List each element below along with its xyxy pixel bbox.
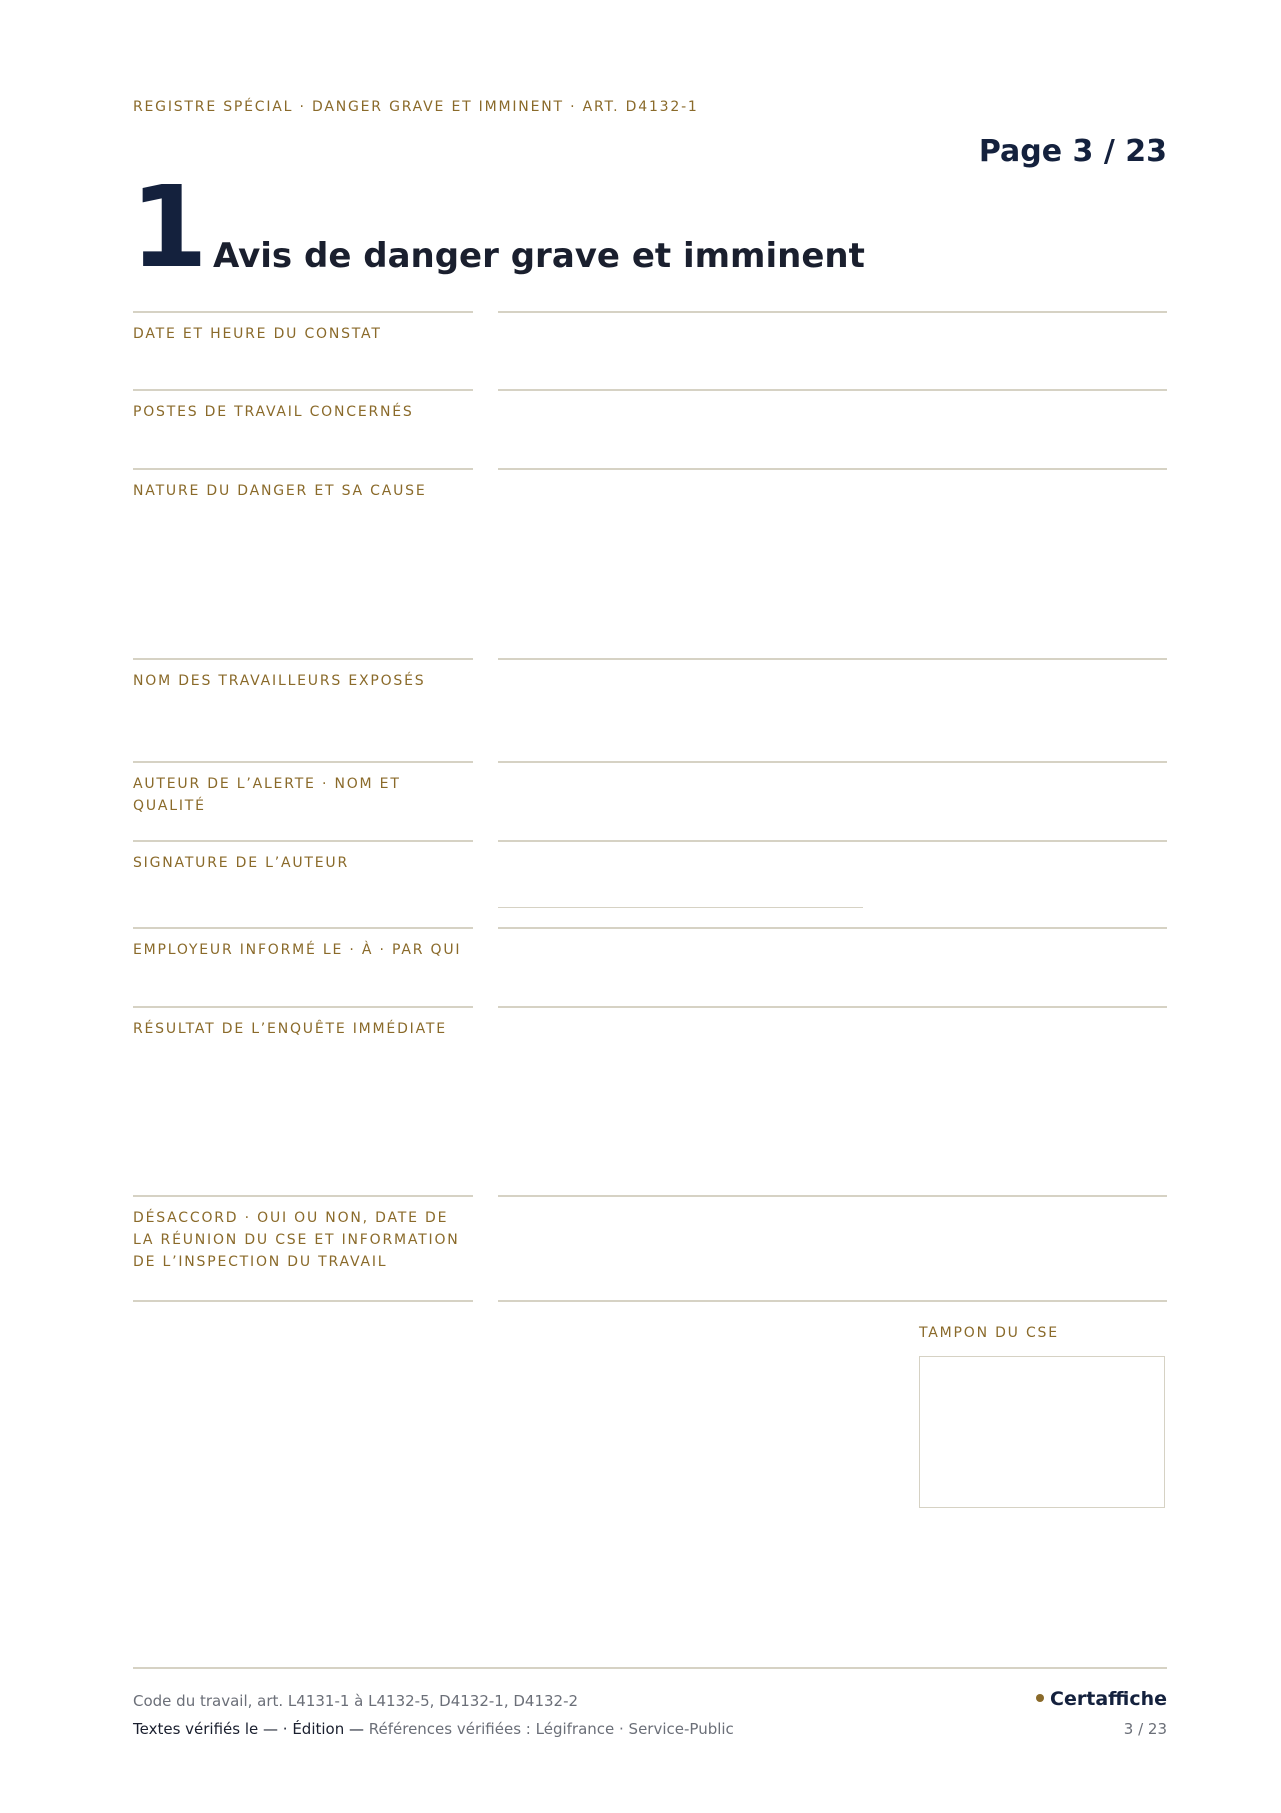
field-label-auteur-alerte: AUTEUR DE L’ALERTE · NOM ET QUALITÉ xyxy=(133,776,401,814)
field-row-auteur-alerte xyxy=(133,761,1167,840)
field-row-date-heure xyxy=(133,311,1167,389)
field-input-travailleurs[interactable] xyxy=(498,664,1167,755)
field-divider xyxy=(498,658,1167,660)
field-divider xyxy=(133,468,473,470)
section-number: 1 xyxy=(130,163,208,293)
field-row-signature xyxy=(133,840,1167,927)
register-kicker: REGISTRE SPÉCIAL · DANGER GRAVE ET IMMINENT · ART. D4132-1 xyxy=(133,99,699,115)
field-label-travailleurs: NOM DES TRAVAILLEURS EXPOSÉS xyxy=(133,673,426,689)
footer-page-count: 3 / 23 xyxy=(1123,1720,1167,1738)
field-divider xyxy=(133,1300,473,1302)
field-divider xyxy=(133,1195,473,1197)
page-number-label: Page 3 / 23 xyxy=(978,134,1167,169)
footer-divider xyxy=(133,1667,1167,1669)
field-divider xyxy=(498,927,1167,929)
field-divider xyxy=(133,311,473,313)
field-input-auteur-alerte[interactable] xyxy=(498,767,1167,834)
field-label-date-heure: DATE ET HEURE DU CONSTAT xyxy=(133,326,382,342)
stamp-box[interactable] xyxy=(919,1356,1165,1508)
field-label-nature-danger: NATURE DU DANGER ET SA CAUSE xyxy=(133,483,427,499)
field-row-postes xyxy=(133,389,1167,468)
field-divider xyxy=(498,1006,1167,1008)
field-row-nature-danger xyxy=(133,468,1167,658)
field-input-date-heure[interactable] xyxy=(498,317,1167,383)
field-divider xyxy=(498,1195,1167,1197)
field-divider xyxy=(133,761,473,763)
field-input-employeur-informe[interactable] xyxy=(498,933,1167,1000)
field-label-postes: POSTES DE TRAVAIL CONCERNÉS xyxy=(133,404,414,420)
signature-area[interactable] xyxy=(498,846,1167,921)
field-divider xyxy=(133,389,473,391)
signature-line xyxy=(498,907,863,908)
field-divider xyxy=(498,468,1167,470)
field-label-signature: SIGNATURE DE L’AUTEUR xyxy=(133,855,349,871)
field-input-nature-danger[interactable] xyxy=(498,474,1167,652)
field-input-postes[interactable] xyxy=(498,395,1167,462)
section-title: Avis de danger grave et imminent xyxy=(213,236,865,276)
field-row-travailleurs xyxy=(133,658,1167,761)
field-divider xyxy=(133,840,473,842)
field-row-resultat-enquete xyxy=(133,1006,1167,1195)
stamp-label: TAMPON DU CSE xyxy=(919,1325,1059,1341)
field-input-desaccord[interactable] xyxy=(498,1201,1167,1294)
field-divider xyxy=(133,658,473,660)
field-divider xyxy=(133,1006,473,1008)
field-label-desaccord: DÉSACCORD · OUI OU NON, DATE DE LA RÉUNION DU CSE ET INFORMATION DE L’INSPECTION DU TRAVAIL xyxy=(133,1210,460,1270)
brand-name: Certaffiche xyxy=(1050,1688,1167,1710)
field-divider xyxy=(133,927,473,929)
field-divider xyxy=(498,311,1167,313)
brand-dot-icon xyxy=(1036,1694,1044,1702)
field-divider xyxy=(498,840,1167,842)
field-row-desaccord xyxy=(133,1195,1167,1300)
footer-references: Code du travail, art. L4131-1 à L4132-5, D4132-1, D4132-2 xyxy=(133,1692,579,1710)
footer-verified-edition: Textes vérifiés le — · Édition — xyxy=(133,1720,364,1738)
field-row-employeur-informe xyxy=(133,927,1167,1006)
field-divider xyxy=(498,389,1167,391)
field-label-employeur-informe: EMPLOYEUR INFORMÉ LE · À · PAR QUI xyxy=(133,942,462,958)
field-divider xyxy=(498,1300,1167,1302)
brand-logo xyxy=(1036,1688,1167,1710)
field-label-resultat-enquete: RÉSULTAT DE L’ENQUÊTE IMMÉDIATE xyxy=(133,1021,447,1037)
field-divider xyxy=(498,761,1167,763)
field-input-resultat-enquete[interactable] xyxy=(498,1012,1167,1189)
footer-verification xyxy=(133,1720,734,1738)
footer-verified-sources: Références vérifiées : Légifrance · Service-Public xyxy=(363,1720,734,1738)
